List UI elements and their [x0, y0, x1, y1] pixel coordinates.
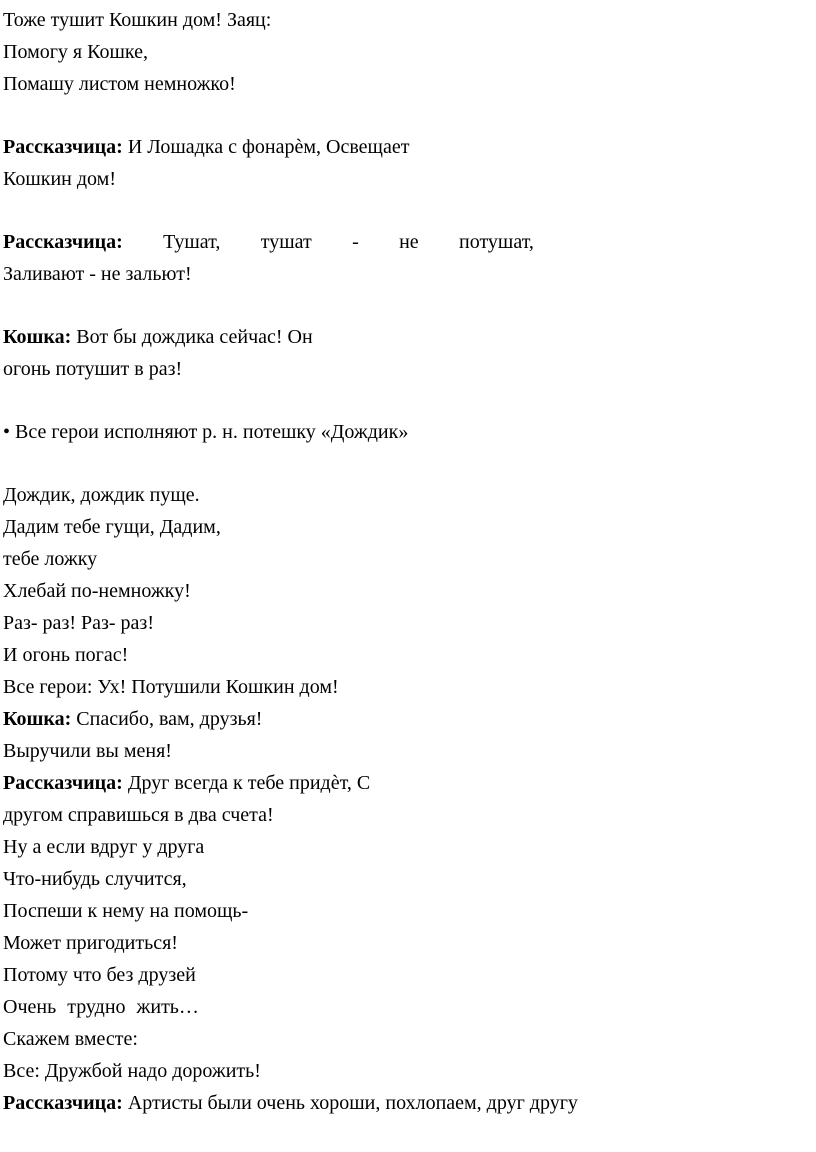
dialogue-word: -	[352, 231, 359, 253]
speaker-label: Кошка:	[3, 326, 72, 348]
dialogue-word: Тушат,	[163, 231, 221, 253]
dialogue-word: потушат,	[459, 231, 534, 253]
text-line: Скажем вместе:	[3, 1028, 138, 1050]
dialogue-line	[3, 767, 816, 799]
text-line: Ну а если вдруг у друга	[3, 836, 205, 858]
dialogue-text: Вот бы дождика сейчас! Он	[71, 326, 313, 348]
text-line: Тоже тушит Кошкин дом! Заяц:	[3, 9, 272, 31]
text-line: Дождик, дождик пуще.	[3, 484, 200, 506]
text-line: Что-нибудь случится,	[3, 868, 187, 890]
text-line: И огонь погас!	[3, 644, 129, 666]
speaker-label: Рассказчица:	[3, 772, 123, 794]
speaker-label: Кошка:	[3, 708, 72, 730]
stage-direction: • Все герои исполняют р. н. потешку «Дождик»	[3, 421, 409, 443]
text-line: тебе ложку	[3, 548, 98, 570]
text-line: Поспеши к нему на помощь-	[3, 900, 249, 922]
text-line: Кошкин дом!	[3, 168, 116, 190]
text-line: Потому что без друзей	[3, 964, 196, 986]
dialogue-line-justified	[3, 226, 534, 258]
text-line: Может пригодиться!	[3, 932, 178, 954]
text-line: Хлебай по-немножку!	[3, 580, 191, 602]
text-line: Помогу я Кошке,	[3, 41, 148, 63]
text-line: другом справишься в два счета!	[3, 804, 274, 826]
text-line: Очень трудно жить…	[3, 996, 199, 1018]
text-line: Все герои: Ух! Потушили Кошкин дом!	[3, 676, 339, 698]
text-line: огонь потушит в раз!	[3, 358, 183, 380]
speaker-label: Рассказчица:	[3, 136, 123, 158]
dialogue-line	[3, 703, 816, 735]
dialogue-line	[3, 1087, 816, 1119]
dialogue-word: не	[399, 231, 419, 253]
dialogue-text: И Лошадка с фонарѐм, Освещает	[122, 136, 410, 158]
text-line: Все: Дружбой надо дорожить!	[3, 1060, 261, 1082]
dialogue-text: Спасибо, вам, друзья!	[71, 708, 263, 730]
dialogue-line	[3, 321, 816, 353]
text-line: Раз- раз! Раз- раз!	[3, 612, 154, 634]
text-line: Дадим тебе гущи, Дадим,	[3, 516, 221, 538]
dialogue-line	[3, 131, 816, 163]
dialogue-text: Друг всегда к тебе придѐт, С	[122, 772, 371, 794]
speaker-label: Рассказчица:	[3, 231, 123, 253]
dialogue-word: тушат	[260, 231, 312, 253]
text-line: Заливают - не зальют!	[3, 263, 192, 285]
text-line: Помашу листом немножко!	[3, 73, 236, 95]
speaker-label: Рассказчица:	[3, 1092, 123, 1114]
text-line: Выручили вы меня!	[3, 740, 172, 762]
dialogue-text: Артисты были очень хороши, похлопаем, друг другу	[122, 1092, 578, 1114]
